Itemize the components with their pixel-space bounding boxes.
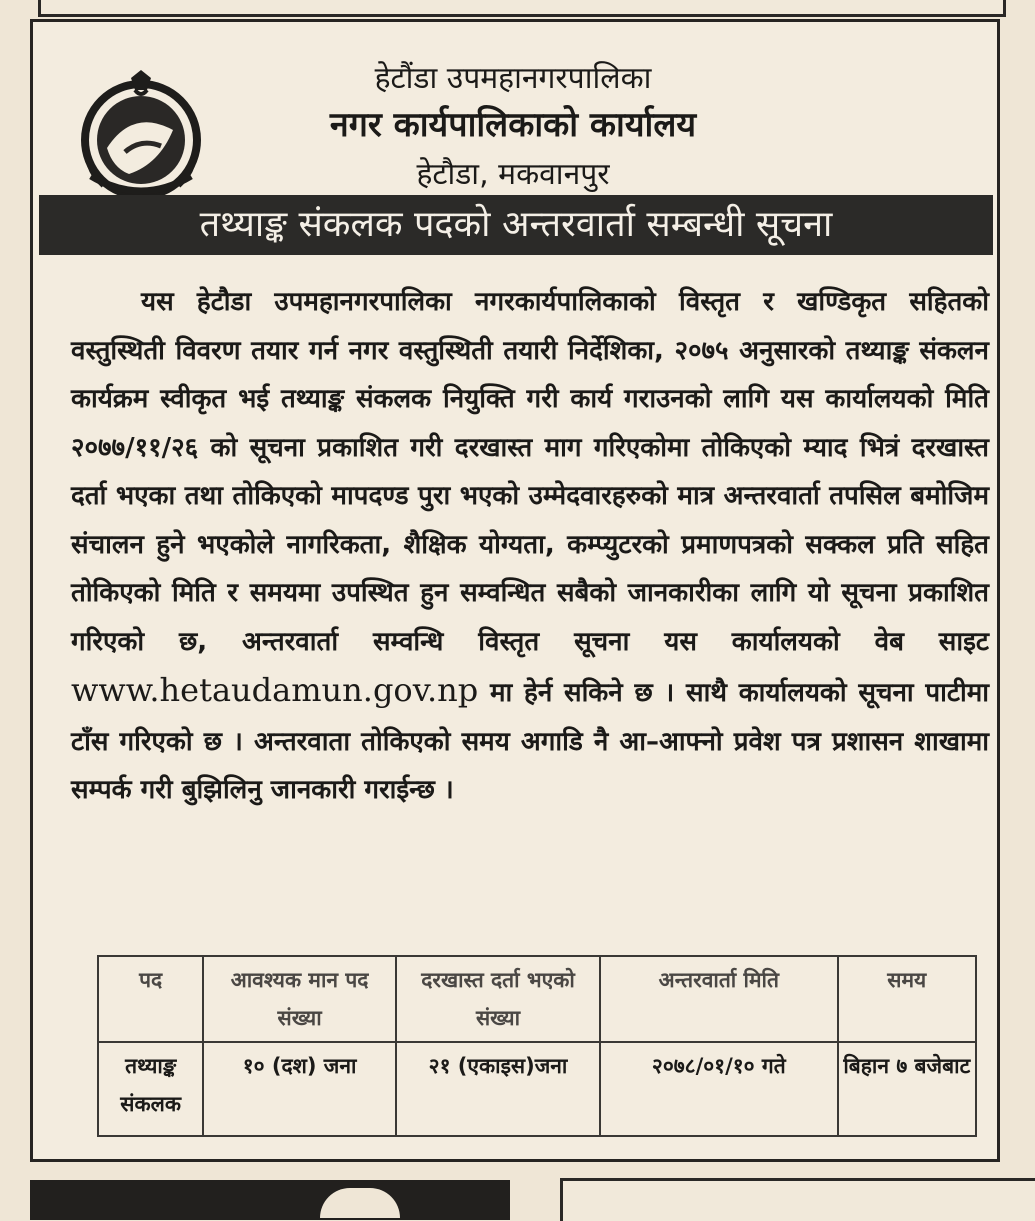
- body-text-part1: यस हेटौडा उपमहानगरपालिका नगरकार्यपालिकाको विस्तृत र खण्डिकृत सहितको वस्तुस्थिती विवरण तयार गर्न नगर वस्तुस्थिती तयारी निर्देशिका, २०७५ अनुसारको तथ्याङ्क संकलन कार्यक्रम स्वीकृत भई तथ्याङ्क संकलक नियुक्ति गरी कार्य गराउनको लागि यस कार्यालयको मिति २०७७/११/२६ को सूचना प्रकाशित गरी दरखास्त माग गरिएकोमा तोकिएको म्याद भित्रं दरखास्त दर्ता भएका तथा तोकिएको मापदण्ड पुरा भएको उम्मेदवारहरुको मात्र अन्तरवार्ता तपसिल बमोजिम संचालन हुने भएकोले नागरिकता, शैक्षिक योग्यता, कम्प्युटरको प्रमाणपत्रको सक्कल प्रति सहित तोकिएको मिति र समयमा उपस्थित हुन सम्वन्धित सबैको जानकारीका लागि यो सूचना प्रकाशित गरिएको छ, अन्तरवार्ता सम्वन्धि विस्तृत सूचना यस कार्यालयको वेब साइट: [71, 287, 989, 657]
- interview-schedule-table: [97, 955, 977, 1137]
- header-time: समय: [838, 956, 977, 1042]
- cell-time: बिहान ७ बजेबाट: [838, 1042, 977, 1136]
- adjacent-clipping-bottom-left: [30, 1180, 510, 1220]
- notice-body: [71, 278, 989, 815]
- website-url: www.hetaudamun.gov.np: [71, 671, 479, 709]
- header-post: पद: [98, 956, 203, 1042]
- cell-required-posts: १० (दश) जना: [203, 1042, 396, 1136]
- cell-interview-date: २०७८/०१/१० गते: [600, 1042, 837, 1136]
- office-name: नगर कार्यपालिकाको कार्यालय: [329, 105, 697, 145]
- header-applications: दरखास्त दर्ता भएको संख्या: [396, 956, 600, 1042]
- cell-applications: २१ (एकाइस)जना: [396, 1042, 600, 1136]
- cell-post: तथ्याङ्क संकलक: [98, 1042, 203, 1136]
- public-notice: [30, 19, 1000, 1162]
- adjacent-clipping-bottom-right: [560, 1178, 1035, 1221]
- table-row: [98, 1042, 976, 1136]
- office-location: हेटौडा, मकवानपुर: [416, 157, 610, 192]
- notice-title: तथ्याङ्क संकलक पदको अन्तरवार्ता सम्बन्धी सूचना: [39, 195, 993, 255]
- government-emblem-icon: [73, 68, 209, 203]
- municipality-name: हेटौंडा उपमहानगरपालिका: [374, 61, 652, 96]
- adjacent-clipping-top: [38, 0, 1006, 17]
- header-interview-date: अन्तरवार्ता मिति: [600, 956, 837, 1042]
- header-required-posts: आवश्यक मान पद संख्या: [203, 956, 396, 1042]
- body-text-part2: मा हेर्न सकिने छ । साथै कार्यालयको सूचना पाटीमा टाँस गरिएको छ । अन्तरवाता तोकिएको समय अगाडि नै आ–आफ्नो प्रवेश पत्र प्रशासन शाखामा सम्पर्क गरी बुझिलिनु जानकारी गराईन्छ ।: [71, 678, 989, 805]
- table-header-row: [98, 956, 976, 1042]
